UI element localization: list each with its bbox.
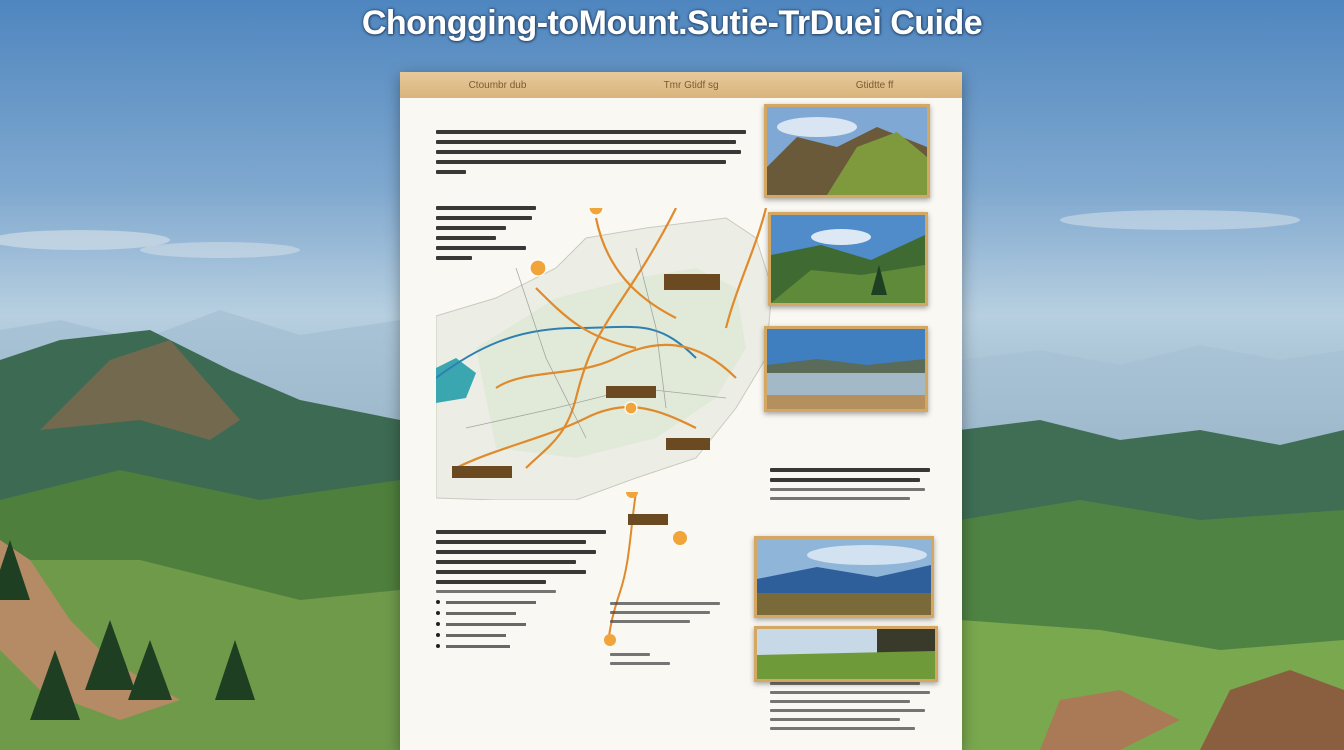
destination-description (770, 462, 930, 506)
travel-guide-poster (400, 72, 962, 750)
travel-tips-list (436, 524, 616, 655)
highlights-text (770, 676, 930, 736)
photo-meadow (754, 626, 938, 682)
route-map (436, 208, 772, 500)
page-title: Chongging-toMount.Sutie-TrDuei Cuide (361, 4, 983, 42)
poster-header (400, 72, 962, 98)
photo-lake (764, 326, 928, 412)
photo-forest-valley (768, 212, 928, 306)
header-label: Ctoumbr dub (468, 79, 527, 91)
header-label: Gtidtte ff (855, 79, 894, 91)
header-label: Tmr Gtidf sg (663, 79, 719, 91)
photo-mountain-peak (764, 104, 930, 198)
photo-mountain-range (754, 536, 934, 618)
route-notes (610, 596, 730, 671)
intro-paragraph (436, 124, 746, 180)
